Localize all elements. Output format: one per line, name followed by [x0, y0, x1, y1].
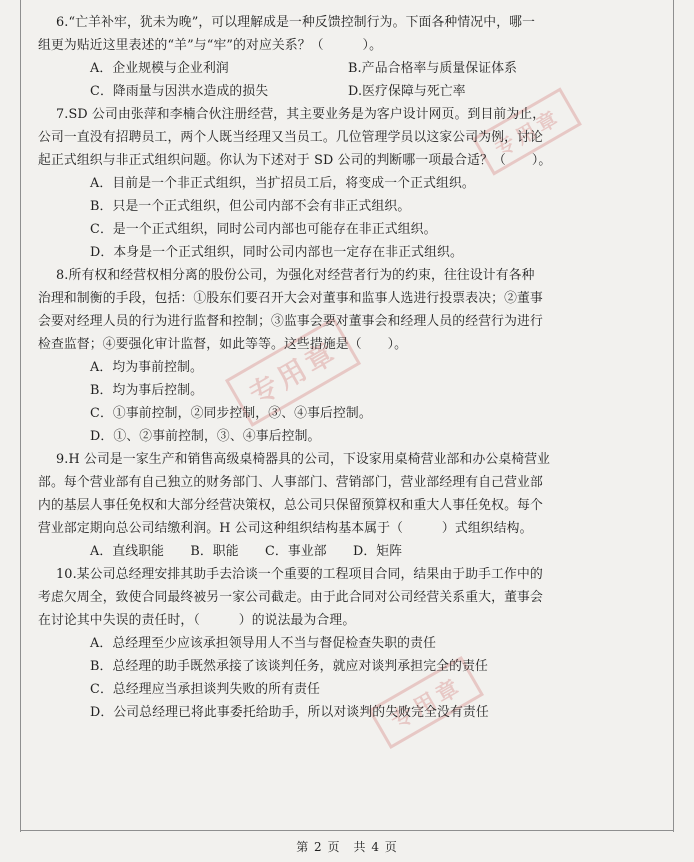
question-stem-line: 10.某公司总经理安排其助手去洽谈一个重要的工程项目合同，结果由于助手工作中的: [56, 567, 543, 582]
page-border-left: [20, 0, 21, 832]
watermark-stamp: 专用章: [472, 87, 582, 175]
question-6: [38, 11, 658, 103]
question-stem-line: 组更为贴近这里表述的“羊”与“牢”的对应关系？（ ）。: [38, 38, 383, 53]
option-b: B．均为事后控制。: [90, 383, 204, 398]
option-row: [38, 80, 658, 103]
option-b: B．只是一个正式组织，但公司内部不会有非正式组织。: [90, 199, 411, 214]
option-b: B．总经理的助手既然承接了该谈判任务，就应对谈判承担完全的责任: [90, 659, 488, 674]
option-c: C．是一个正式组织，同时公司内部也可能存在非正式组织。: [90, 222, 437, 237]
option-a: A．直线职能: [90, 544, 165, 559]
question-10: [38, 563, 658, 724]
option-d: D．①、②事前控制，③、④事后控制。: [90, 429, 321, 444]
page-number-footer: 第 2 页 共 4 页: [296, 840, 398, 854]
question-stem-line: 部。每个营业部有自己独立的财务部门、人事部门、营销部门，营业部经理有自己营业部: [38, 475, 543, 490]
option-a: A．目前是一个非正式组织，当扩招员工后，将变成一个正式组织。: [90, 176, 475, 191]
page-border-bottom: [20, 830, 674, 831]
page-border-right: [673, 0, 674, 832]
option-c: C．降雨量与因洪水造成的损失: [90, 84, 269, 99]
question-stem-line: 7.SD 公司由张萍和李楠合伙注册经营，其主要业务是为客户设计网页。到目前为止，: [56, 107, 546, 122]
option-row: [38, 57, 658, 80]
option-a: A．企业规模与企业利润: [90, 61, 229, 76]
question-stem-line: 会要对经理人员的行为进行监督和控制；③监事会要对董事会和经理人员的经营行为进行: [38, 314, 543, 329]
option-a: A．总经理至少应该承担领导用人不当与督促检查失职的责任: [90, 636, 437, 651]
question-stem-line: 8.所有权和经营权相分离的股份公司，为强化对经营者行为的约束，往往设计有各种: [56, 268, 535, 283]
question-8: [38, 264, 658, 448]
question-stem-line: 起正式组织与非正式组织问题。你认为下述对于 SD 公司的判断哪一项最合适？（ ）。: [38, 153, 552, 168]
question-stem-line: 内的基层人事任免权和大部分经营决策权，总公司只保留预算权和重大人事任免权。每个: [38, 498, 543, 513]
question-stem-line: 检查监督；④要强化审计监督，如此等等。这些措施是（ ）。: [38, 337, 408, 352]
option-b: B．职能: [190, 544, 239, 559]
watermark-stamp: 专用章: [225, 317, 361, 427]
question-stem-line: 6.“亡羊补牢，犹未为晚”，可以理解成是一种反馈控制行为。下面各种情况中，哪一: [56, 15, 536, 30]
question-stem-line: 在讨论其中失误的责任时，（ ）的说法最为合理。: [38, 613, 356, 628]
question-stem-line: 考虑欠周全，致使合同最终被另一家公司截走。由于此合同对公司经营关系重大，董事会: [38, 590, 543, 605]
question-stem-line: 治理和制衡的手段，包括：①股东们要召开大会对董事和监事人选进行投票表决；②董事: [38, 291, 543, 306]
question-9: [38, 448, 658, 563]
option-d: D.医疗保障与死亡率: [348, 84, 466, 99]
option-row: [38, 540, 658, 563]
option-b: B.产品合格率与质量保证体系: [348, 61, 518, 76]
option-d: D．矩阵: [352, 544, 403, 559]
question-list: [38, 11, 658, 724]
question-stem-line: 营业部定期向总公司结缴利润。H 公司这种组织结构基本属于（ ）式组织结构。: [38, 521, 533, 536]
question-stem-line: 9.H 公司是一家生产和销售高级桌椅器具的公司，下设家用桌椅营业部和办公桌椅营业: [56, 452, 551, 467]
question-stem-line: 公司一直没有招聘员工，两个人既当经理又当员工。几位管理学员以这家公司为例，讨论: [38, 130, 543, 145]
option-d: D．本身是一个正式组织，同时公司内部也一定存在非正式组织。: [90, 245, 463, 260]
option-c: C．总经理应当承担谈判失败的所有责任: [90, 682, 321, 697]
watermark-stamp: 专用章: [368, 656, 484, 749]
option-c: C．事业部: [264, 544, 327, 559]
option-a: A．均为事前控制。: [90, 360, 203, 375]
question-7: [38, 103, 658, 264]
option-d: D．公司总经理已将此事委托给助手，所以对谈判的失败完全没有责任: [90, 705, 489, 720]
option-c: C．①事前控制，②同步控制，③、④事后控制。: [90, 406, 372, 421]
